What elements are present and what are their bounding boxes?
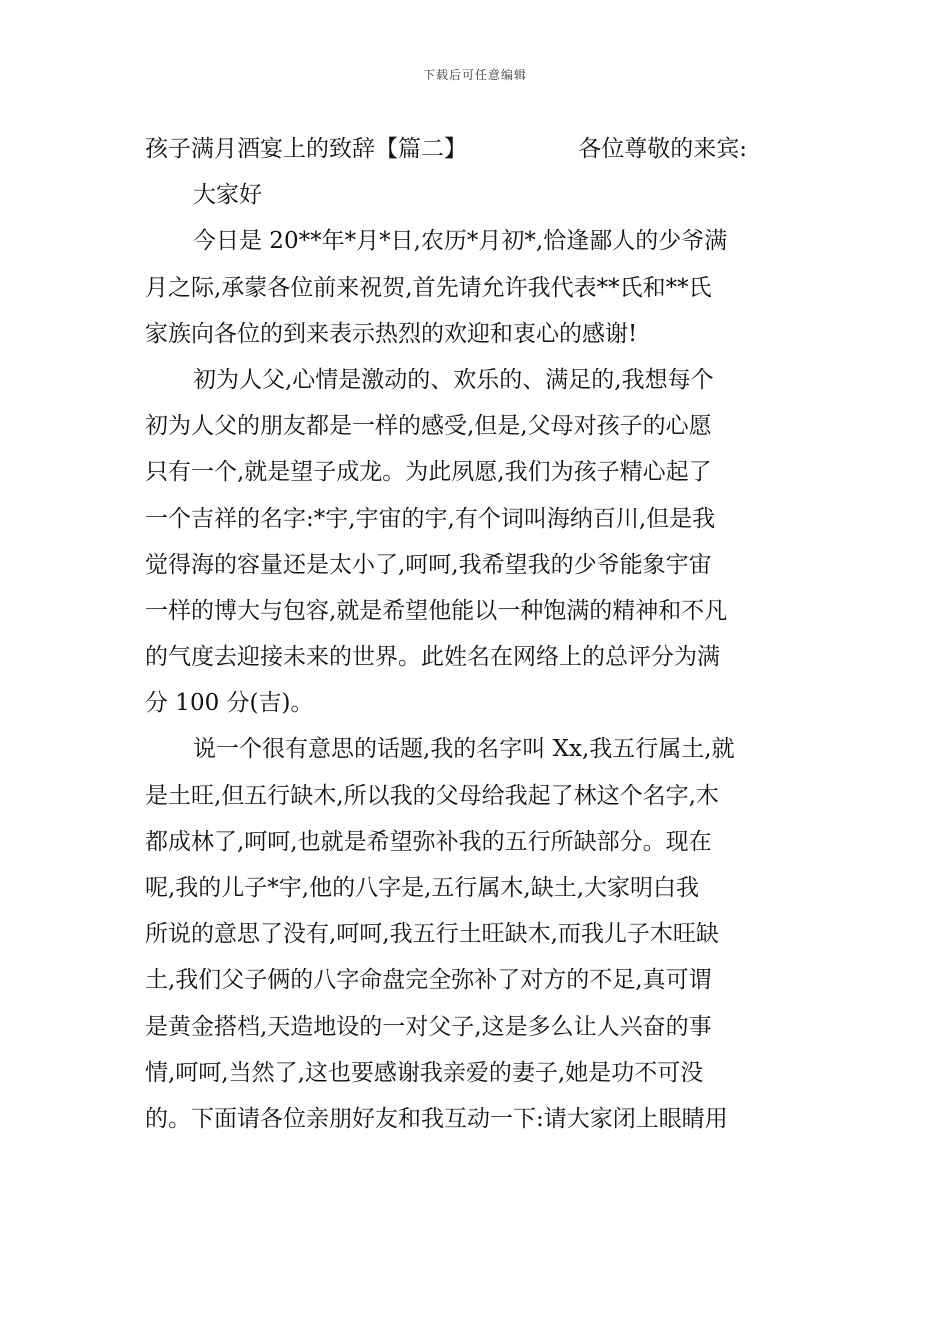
- paragraph-line: 一个吉祥的名字:*宇,宇宙的宇,有个词叫海纳百川,但是我: [145, 505, 716, 532]
- paragraph-line: 的。下面请各位亲朋好友和我互动一下:请大家闭上眼睛用: [145, 1105, 728, 1132]
- paragraph-line: 情,呵呵,当然了,这也要感谢我亲爱的妻子,她是功不可没: [145, 1059, 704, 1086]
- paragraph-line: 只有一个,就是望子成龙。为此夙愿,我们为孩子精心起了: [145, 459, 712, 486]
- document-body: [145, 126, 807, 1142]
- paragraph-line: 分 100 分(吉)。: [145, 690, 314, 717]
- paragraph-line: 的气度去迎接未来的世界。此姓名在网络上的总评分为满: [145, 644, 720, 671]
- paragraph-line: 土,我们父子俩的八字命盘完全弥补了对方的不足,真可谓: [145, 967, 712, 994]
- paragraph-line: 初为人父,心情是激动的、欢乐的、满足的,我想每个: [193, 366, 714, 393]
- paragraph-line: 今日是 20**年*月*日,农历*月初*,恰逢鄙人的少爷满: [193, 228, 728, 255]
- paragraph-line: 家族向各位的到来表示热烈的欢迎和衷心的感谢!: [145, 320, 638, 347]
- paragraph-line: 觉得海的容量还是太小了,呵呵,我希望我的少爷能象宇宙: [145, 551, 712, 578]
- document-title: 孩子满月酒宴上的致辞【篇二】: [145, 136, 467, 162]
- paragraph-line: 都成林了,呵呵,也就是希望弥补我的五行所缺部分。现在: [145, 828, 712, 855]
- paragraph-line: 说一个很有意思的话题,我的名字叫 Xx,我五行属土,就: [193, 736, 735, 763]
- salutation: 各位尊敬的来宾:: [578, 136, 747, 162]
- title-line: [145, 126, 807, 172]
- paragraph-line: 所说的意思了没有,呵呵,我五行土旺缺木,而我儿子木旺缺: [145, 921, 719, 948]
- paragraph-line: 是黄金搭档,天造地设的一对父子,这是多么让人兴奋的事: [145, 1013, 712, 1040]
- paragraph-line: 呢,我的儿子*宇,他的八字是,五行属木,缺土,大家明白我: [145, 875, 700, 901]
- greeting: 大家好: [193, 182, 262, 209]
- paragraph-line: 一样的博大与包容,就是希望他能以一种饱满的精神和不凡: [145, 597, 728, 624]
- paragraph-line: 是土旺,但五行缺木,所以我的父母给我起了林这个名字,木: [145, 782, 719, 809]
- paragraph-line: 初为人父的朋友都是一样的感受,但是,父母对孩子的心愿: [145, 413, 712, 440]
- paragraph-line: 月之际,承蒙各位前来祝贺,首先请允许我代表**氏和**氏: [145, 274, 712, 301]
- header-note: 下载后可任意编辑: [422, 68, 527, 82]
